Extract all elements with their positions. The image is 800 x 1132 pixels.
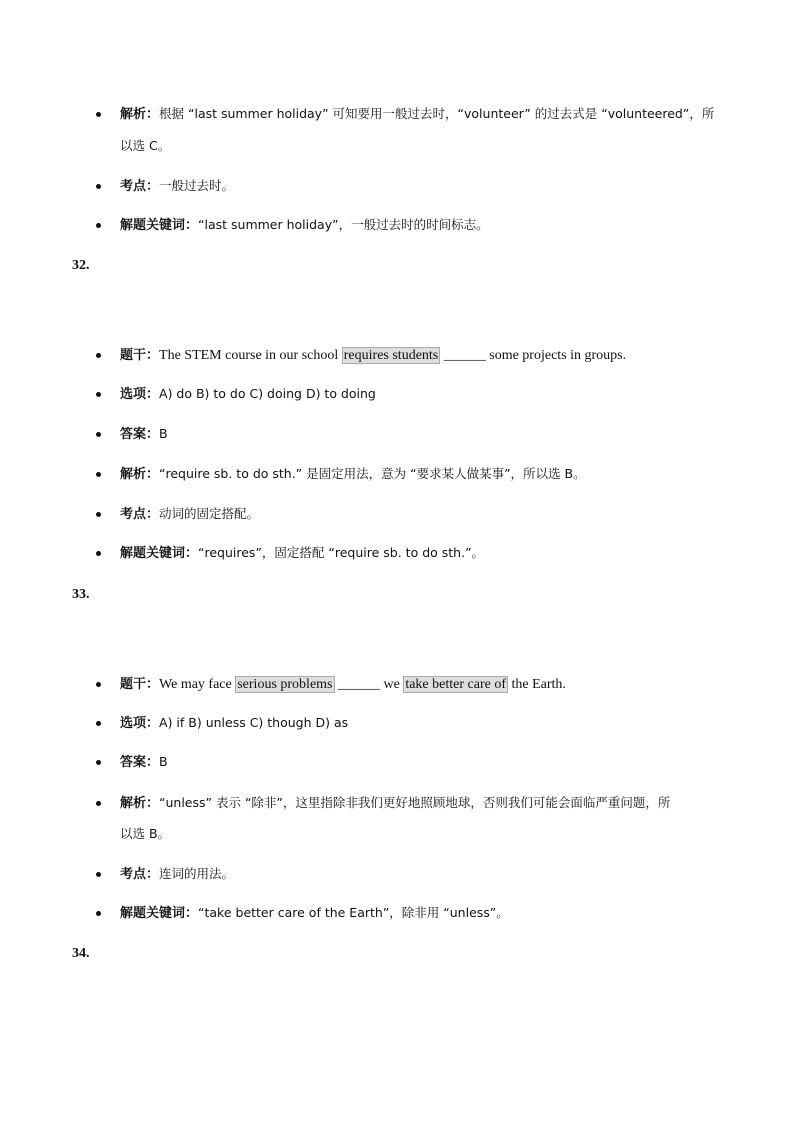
q32-analysis-item xyxy=(96,459,736,490)
bullet-icon xyxy=(96,721,101,726)
stem-highlight: requires students xyxy=(343,348,439,363)
stem-label: 题干： xyxy=(120,348,160,363)
analysis-text: 根据 “last summer holiday” 可知要用一般过去时，“volunteer” 的过去式是 “volunteered”，所 xyxy=(159,106,715,121)
key-text: “take better care of the Earth”，除非用 “unless”。 xyxy=(198,905,509,920)
question-number-33: 33. xyxy=(72,587,90,602)
q33-answer-item xyxy=(96,747,736,778)
answer-label: 答案： xyxy=(120,427,160,442)
key-label: 解题关键词： xyxy=(120,906,199,921)
bullet-icon xyxy=(96,551,101,556)
question-number-32: 32. xyxy=(72,258,90,273)
bullet-icon xyxy=(96,801,101,806)
key-text: “last summer holiday”，一般过去时的时间标志。 xyxy=(198,217,489,232)
point-label: 考点： xyxy=(120,179,160,194)
q31-point-item xyxy=(96,171,736,202)
point-label: 考点： xyxy=(120,867,160,882)
stem-highlight-1: serious problems xyxy=(237,677,333,692)
q32-stem-item xyxy=(96,340,736,371)
bullet-icon xyxy=(96,432,101,437)
point-text: 一般过去时。 xyxy=(159,178,235,193)
analysis-text: “require sb. to do sth.” 是固定用法，意为 “要求某人做某事”，所以选 B。 xyxy=(159,466,586,481)
stem-label: 题干： xyxy=(120,677,160,692)
options-text: A) do B) to do C) doing D) to doing xyxy=(159,386,376,401)
bullet-icon xyxy=(96,223,101,228)
q33-options-item xyxy=(96,708,736,739)
options-label: 选项： xyxy=(120,716,160,731)
stem-text-pre: We may face xyxy=(159,677,236,692)
point-label: 考点： xyxy=(120,507,160,522)
bullet-icon xyxy=(96,112,101,117)
analysis-text-continued: 以选 B。 xyxy=(120,826,171,841)
point-text: 连词的用法。 xyxy=(159,866,235,881)
point-text: 动词的固定搭配。 xyxy=(159,506,260,521)
bullet-icon xyxy=(96,682,101,687)
analysis-text: “unless” 表示 “除非”，这里指除非我们更好地照顾地球，否则我们可能会面临严重问题，所 xyxy=(159,795,671,810)
analysis-label: 解析： xyxy=(120,107,160,122)
analysis-label: 解析： xyxy=(120,467,160,482)
analysis-label: 解析： xyxy=(120,796,160,811)
q31-key-item xyxy=(96,210,736,241)
bullet-icon xyxy=(96,353,101,358)
stem-text-mid: ______ we xyxy=(334,677,404,692)
key-text: “requires”，固定搭配 “require sb. to do sth.”。 xyxy=(198,545,485,560)
stem-text-pre: The STEM course in our school xyxy=(159,348,342,363)
q32-options-item xyxy=(96,379,736,410)
stem-highlight-2: take better care of xyxy=(405,677,506,692)
q33-key-item xyxy=(96,898,736,929)
q33-stem-item xyxy=(96,669,736,700)
bullet-icon xyxy=(96,512,101,517)
q31-analysis-item xyxy=(96,99,736,130)
analysis-text-continued: 以选 C。 xyxy=(120,138,171,153)
answer-text: B xyxy=(159,754,168,769)
bullet-icon xyxy=(96,472,101,477)
bullet-icon xyxy=(96,760,101,765)
q33-analysis-item xyxy=(96,788,736,819)
answer-label: 答案： xyxy=(120,755,160,770)
key-label: 解题关键词： xyxy=(120,546,199,561)
q32-key-item xyxy=(96,538,736,569)
answer-text: B xyxy=(159,426,168,441)
bullet-icon xyxy=(96,184,101,189)
key-label: 解题关键词： xyxy=(120,218,199,233)
bullet-icon xyxy=(96,911,101,916)
stem-text-post: ______ some projects in groups. xyxy=(440,348,627,363)
stem-text-post: the Earth. xyxy=(507,677,566,692)
question-number-34: 34. xyxy=(72,946,90,961)
q32-answer-item xyxy=(96,419,736,450)
q31-analysis-continuation xyxy=(96,131,736,161)
options-text: A) if B) unless C) though D) as xyxy=(159,715,349,730)
q33-point-item xyxy=(96,859,736,890)
q32-point-item xyxy=(96,499,736,530)
q33-analysis-continuation xyxy=(96,819,736,849)
bullet-icon xyxy=(96,392,101,397)
options-label: 选项： xyxy=(120,387,160,402)
bullet-icon xyxy=(96,872,101,877)
